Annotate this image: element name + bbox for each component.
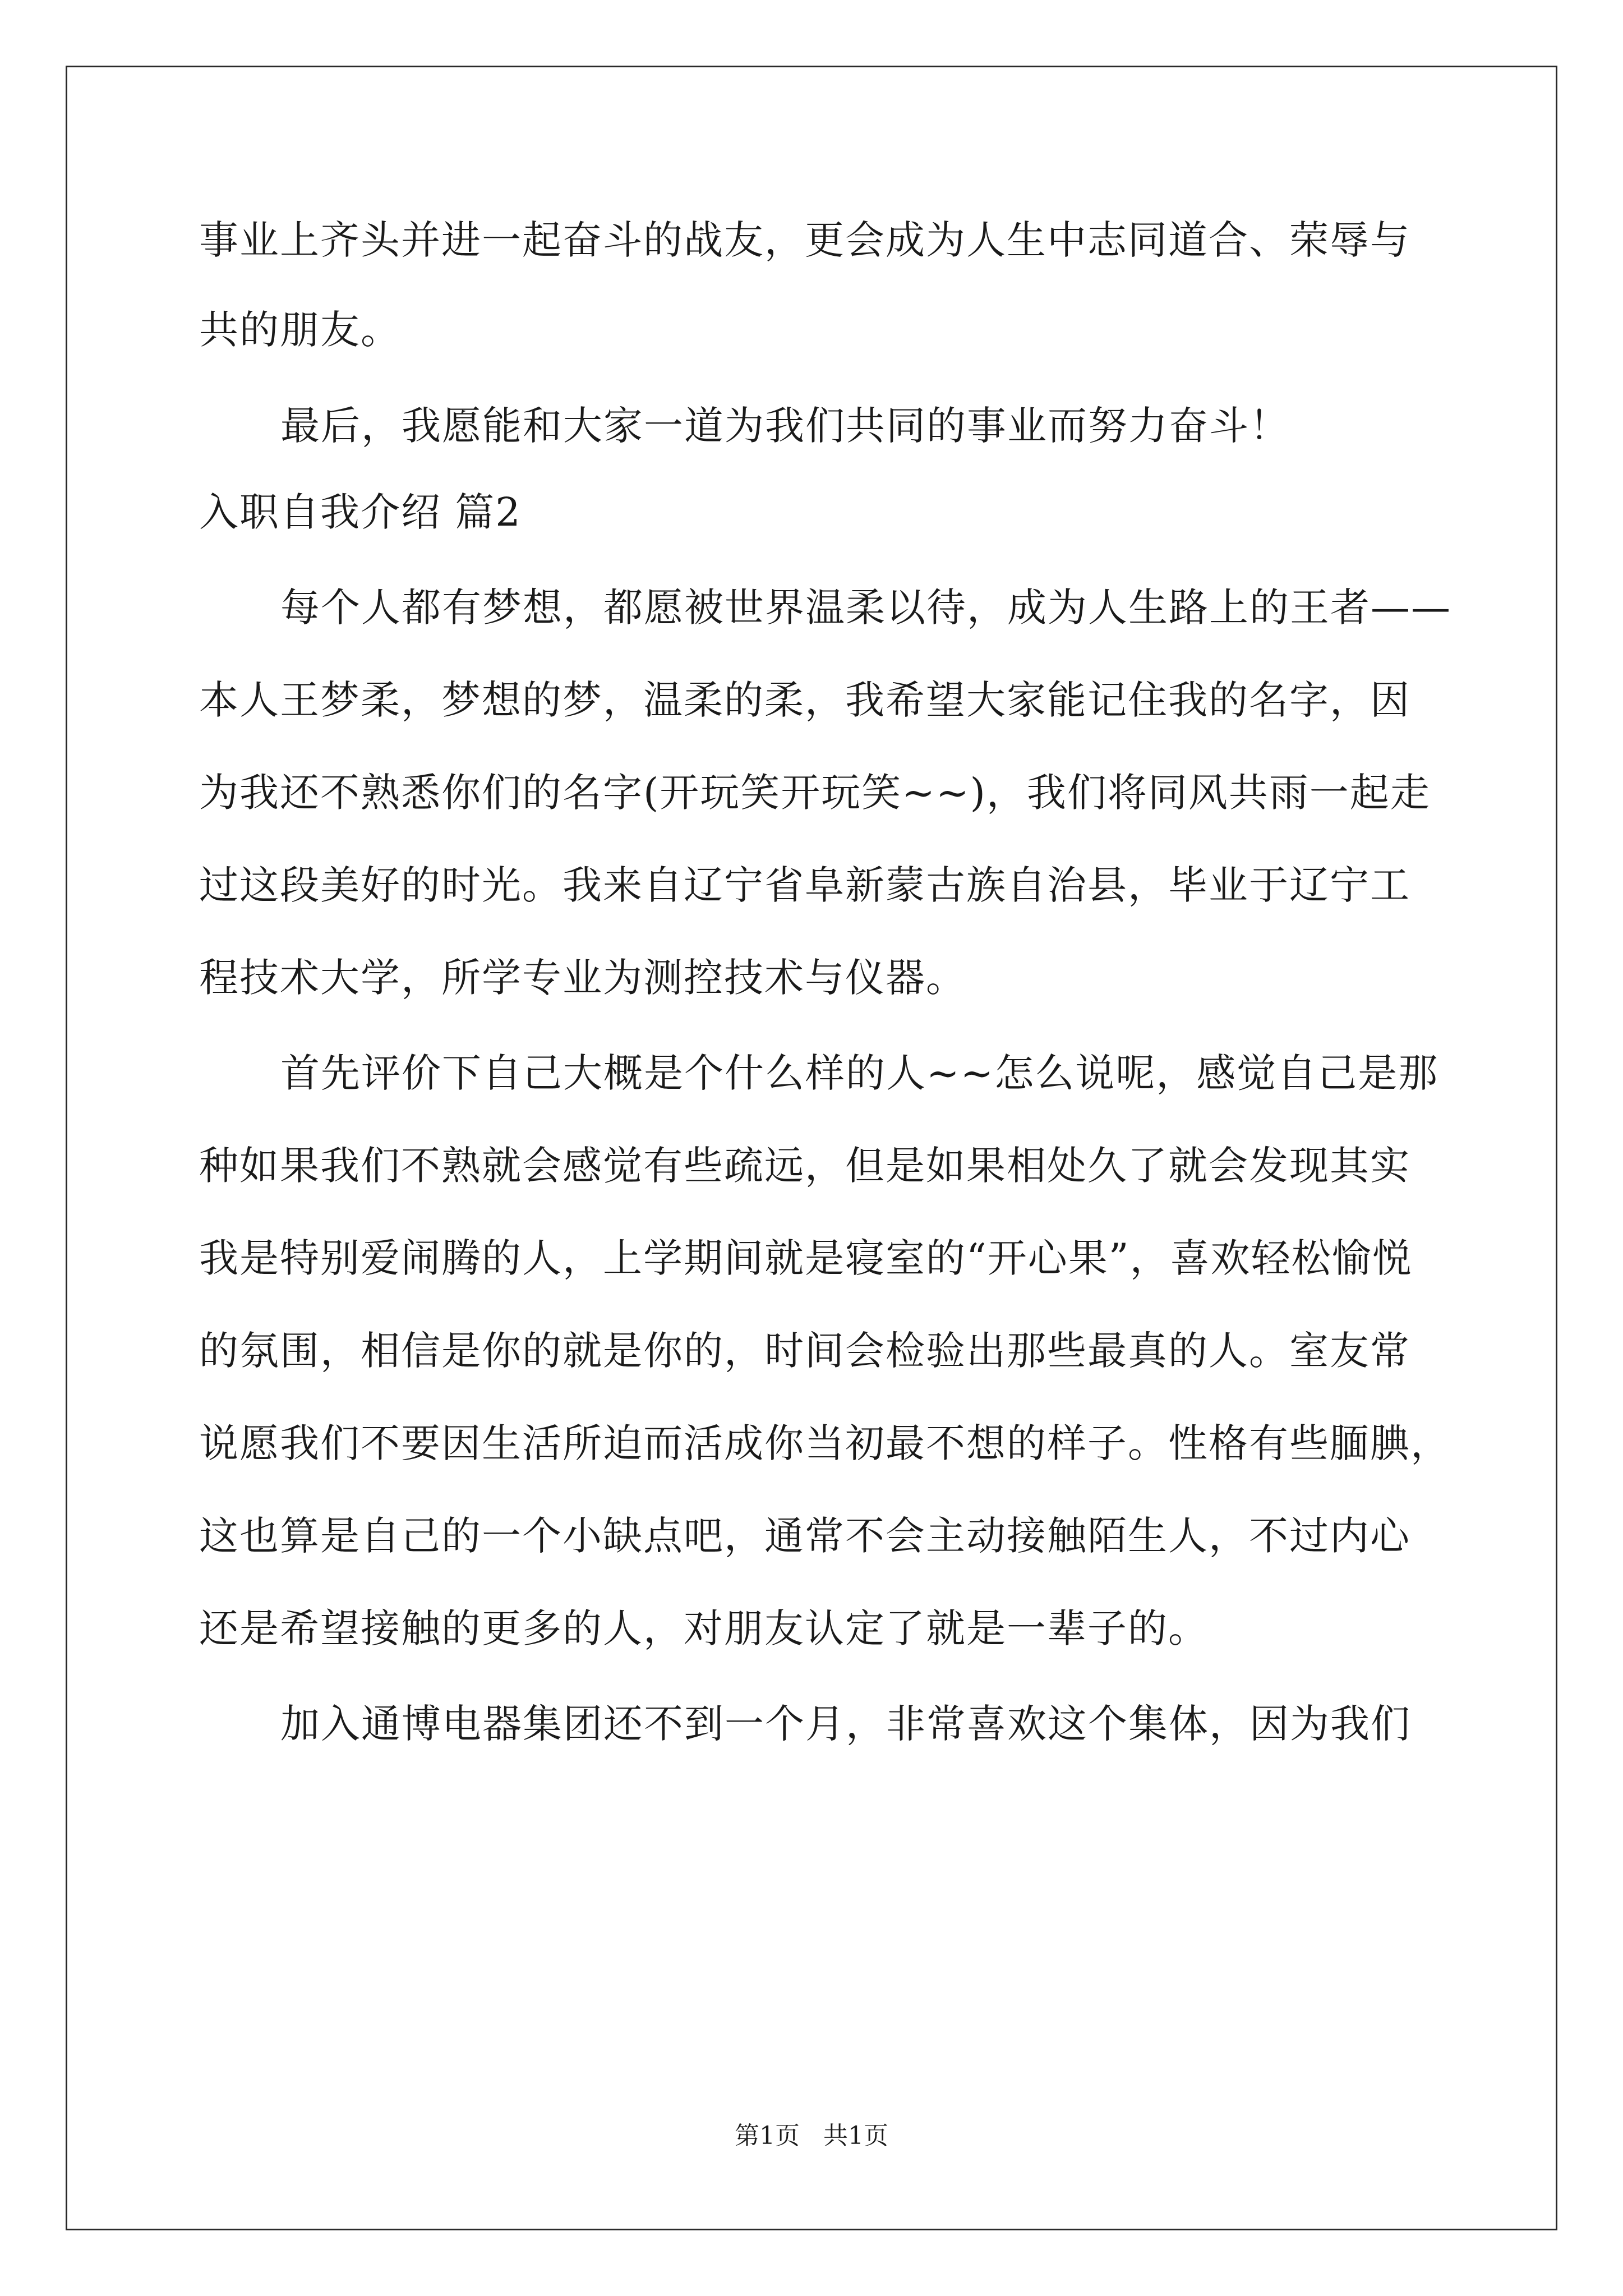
paragraph-line: 为我还不熟悉你们的名字(开玩笑开玩笑~~)，我们将同风共雨一起走 [199, 770, 1431, 816]
paragraph-line: 事业上齐头并进一起奋斗的战友，更会成为人生中志同道合、荣辱与 [199, 217, 1410, 263]
paragraph-line: 每个人都有梦想，都愿被世界温柔以待，成为人生路上的王者—— [280, 585, 1451, 631]
section-heading: 入职自我介绍 篇2 [199, 489, 522, 535]
paragraph-line: 种如果我们不熟就会感觉有些疏远，但是如果相处久了就会发现其实 [199, 1143, 1410, 1189]
paragraph-line: 加入通博电器集团还不到一个月，非常喜欢这个集体，因为我们 [280, 1701, 1411, 1747]
paragraph-line: 首先评价下自己大概是个什么样的人~~怎么说呢，感觉自己是那 [280, 1050, 1439, 1096]
page-number: 第1页 [735, 2122, 800, 2150]
paragraph-line: 这也算是自己的一个小缺点吧，通常不会主动接触陌生人，不过内心 [199, 1513, 1410, 1559]
page-footer [0, 2119, 1623, 2153]
paragraph-line: 最后，我愿能和大家一道为我们共同的事业而努力奋斗！ [280, 403, 1290, 449]
paragraph-line: 过这段美好的时光。我来自辽宁省阜新蒙古族自治县，毕业于辽宁工 [199, 862, 1410, 908]
paragraph-line: 还是希望接触的更多的人，对朋友认定了就是一辈子的。 [199, 1605, 1209, 1651]
paragraph-line: 共的朋友。 [199, 307, 401, 353]
page-total: 共1页 [823, 2122, 888, 2150]
paragraph-line: 说愿我们不要因生活所迫而活成你当初最不想的样子。性格有些腼腆， [199, 1420, 1451, 1466]
paragraph-line: 我是特别爱闹腾的人，上学期间就是寝室的“开心果”，喜欢轻松愉悦 [199, 1235, 1413, 1281]
paragraph-line: 程技术大学，所学专业为测控技术与仪器。 [199, 955, 966, 1001]
paragraph-line: 本人王梦柔，梦想的梦，温柔的柔，我希望大家能记住我的名字，因 [199, 677, 1410, 723]
paragraph-line: 的氛围，相信是你的就是你的，时间会检验出那些最真的人。室友常 [199, 1328, 1410, 1374]
